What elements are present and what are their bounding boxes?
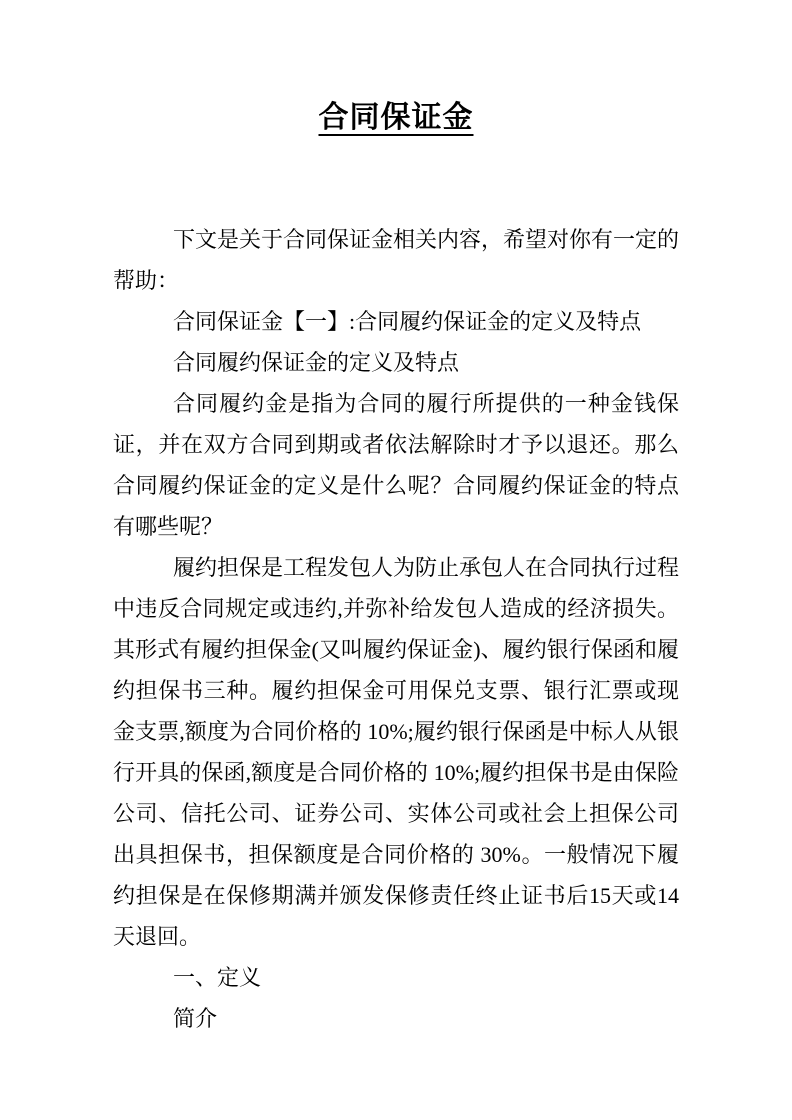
paragraph-intro: 下文是关于合同保证金相关内容，希望对你有一定的帮助：	[113, 227, 680, 293]
document-title: 合同保证金	[318, 101, 474, 134]
paragraph-definition-question: 合同履约金是指为合同的履行所提供的一种金钱保证，并在双方合同到期或者依法解除时才予以退还。那么合同履约保证金的定义是什么呢？合同履约保证金的特点有哪些呢？	[113, 391, 679, 539]
paragraph-subheading: 合同履约保证金的定义及特点	[173, 350, 460, 375]
paragraph-section-header: 合同保证金【一】:合同履约保证金的定义及特点	[173, 309, 642, 334]
paragraph-heading-brief: 简介	[173, 1006, 218, 1031]
paragraph-heading-definition: 一、定义	[173, 965, 262, 990]
document-body	[113, 219, 679, 1039]
paragraph-guarantee-details: 履约担保是工程发包人为防止承包人在合同执行过程中违反合同规定或违约,并弥补给发包人造成的经济损失。其形式有履约担保金(又叫履约保证金)、履约银行保函和履约担保书三种。履约担保金可用保兑支票、银行汇票或现金支票,额度为合同价格的 10%;履约银行保函是中标人从银行开具的保函,额度是合同价格的 10%;履约担保书是由保险公司、信托公司、证券公司、实体公司或社会上担保公司出具担保书，担保额度是合同价格的 30%。一般情况下履约担保是在保修期满并颁发保修责任终止证书后15天或14天退回。	[113, 555, 680, 949]
